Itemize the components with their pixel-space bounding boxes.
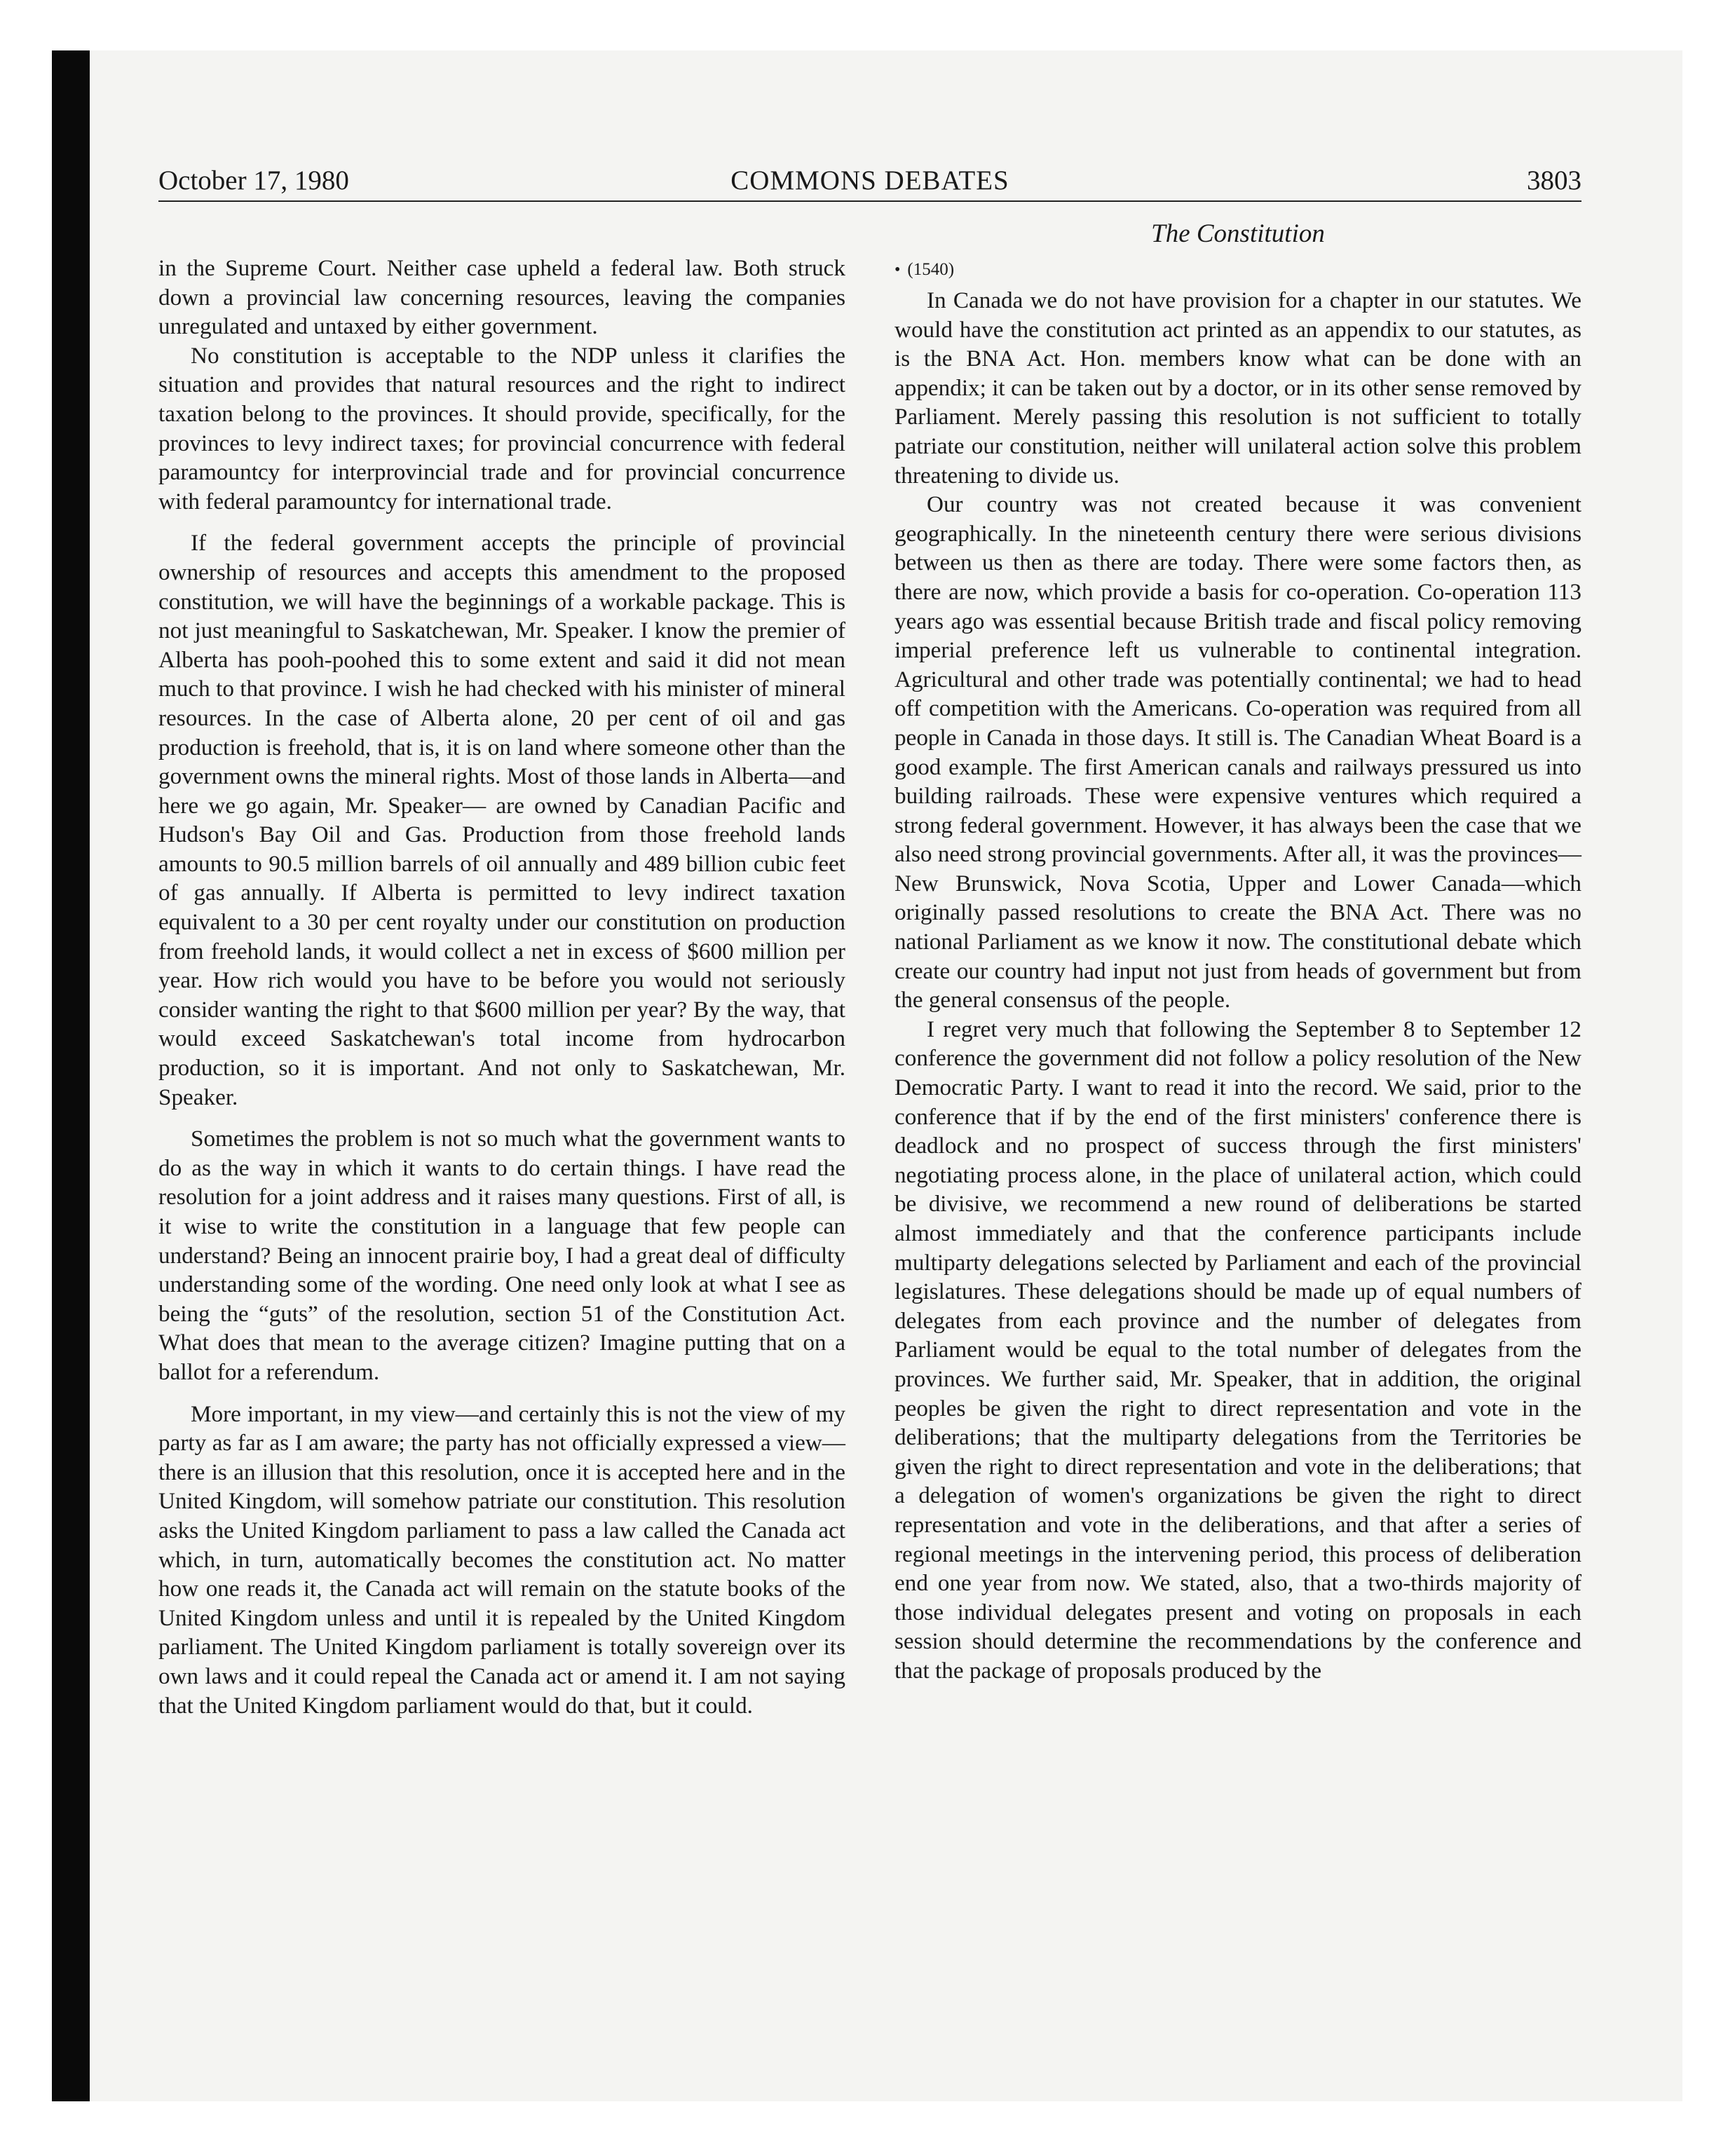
- paragraph: I regret very much that following the September 8 to September 12 conference the government did not follow a policy resolution of the New Democratic Party. I want to read it into the record. We said, prior to the conference that if by the end of the first ministers' conference there is deadlock and no prospect of success through the first ministers' negotiating process alone, in the place of unilateral action, which could be divisive, we recommend a new round of deliberations be started almost immediately and that the conference participants include multiparty delegations selected by Parliament and each of the provincial legislatures. These delegations should be made up of equal numbers of delegates from each province and the number of delegates from Parliament would be equal to the total number of delegates from the provinces. We further said, Mr. Speaker, that in addition, the original peoples be given the right to direct representation and vote in the deliberations; that the multiparty delegations from the Territories be given the right to direct representation and vote in the deliberations; that a delegation of women's organizations be given the right to direct representation and vote in the deliberations, and that after a series of regional meetings in the intervening period, this process of deliberation end one year from now. We stated, also, that a two-thirds majority of those individual delegates present and voting on proposals in each session should determine the recommendations by the conference and that the package of proposals produced by the: [894, 1016, 1581, 1684]
- left-column: [158, 254, 845, 1720]
- paragraph: More important, in my view—and certainly this is not the view of my party as far as I am aware; the party has not officially expressed a view—there is an illusion that this resolution, once it is accepted here and in the United Kingdom, will somehow patriate our constitution. This resolution asks the United Kingdom parliament to pass a law called the Canada act which, in turn, automatically becomes the constitution act. No matter how one reads it, the Canada act will remain on the statute books of the United Kingdom unless and until it is repealed by the United Kingdom parliament. The United Kingdom parliament is totally sovereign over its own laws and it could repeal the Canada act or amend it. I am not saying that the United Kingdom parliament would do that, but it could.: [158, 1400, 845, 1719]
- header-publication: COMMONS DEBATES: [730, 165, 1009, 196]
- paragraph: In Canada we do not have provision for a chapter in our statutes. We would have the constitution act printed as an appendix to our statutes, as is the BNA Act. Hon. members know what can be done with an appendix; it can be taken out by a doctor, or in its other sense removed by Parliament. Merely passing this resolution is not sufficient to totally patriate our constitution, neither will unilateral action solve this problem threatening to divide us.: [894, 287, 1581, 489]
- scan-edge-shadow: [52, 50, 90, 2101]
- paragraph: Our country was not created because it was convenient geographically. In the nineteenth century there were serious divisions between us then as there are today. There were some factors then, as there are now, which provide a basis for co-operation. Co-operation 113 years ago was essential because British trade and fiscal policy removing imperial preference left us vulnerable to continental integration. Agricultural and other trade was potentially continental; we had to head off competition with the Americans. Co-operation was required from all people in Canada in those days. It still is. The Canadian Wheat Board is a good example. The first American canals and railways pressured us into building railroads. These were expensive ventures which required a strong federal government. However, it has always been the case that we also need strong provincial governments. After all, it was the provinces—New Brunswick, Nova Scotia, Upper and Lower Canada—which originally passed resolutions to create the BNA Act. There was no national Parliament as we know it now. The constitutional debate which create our country had input not just from heads of government but from the general consensus of the people.: [894, 491, 1581, 1014]
- running-header: [158, 161, 1581, 200]
- subject-heading: The Constitution: [1151, 219, 1325, 248]
- time-marker-label: (1540): [907, 260, 955, 279]
- paragraph: in the Supreme Court. Neither case upheld a federal law. Both struck down a provincial law concerning resources, leaving the companies unregulated and untaxed by either government.: [158, 255, 845, 340]
- paragraph: Sometimes the problem is not so much what the government wants to do as the way in which it wants to do certain things. I have read the resolution for a joint address and it raises many questions. First of all, is it wise to write the constitution in a language that few people can understand? Being an innocent prairie boy, I had a great deal of difficulty understanding some of the wording. One need only look at what I see as being the “guts” of the resolution, section 51 of the Constitution Act. What does that mean to the average citizen? Imagine putting that on a ballot for a referendum.: [158, 1126, 845, 1385]
- header-page-number: 3803: [1527, 165, 1581, 196]
- time-marker: [894, 254, 954, 285]
- paragraph: No constitution is acceptable to the NDP unless it clarifies the situation and provides that natural resources and the right to indirect taxation belong to the provinces. It should provide, specifically, for the provinces to levy indirect taxes; for provincial concurrence with federal paramountcy for interprovincial trade and for provincial concurrence with federal paramountcy for international trade.: [158, 342, 845, 514]
- right-column: [894, 286, 1581, 1686]
- header-date: October 17, 1980: [158, 165, 349, 196]
- paragraph: If the federal government accepts the principle of provincial ownership of resources and accepts this amendment to the proposed constitution, we will have the beginnings of a workable package. This is not just meaningful to Saskatchewan, Mr. Speaker. I know the premier of Alberta has pooh-poohed this to some extent and said it did not mean much to that province. I wish he had checked with his minister of mineral resources. In the case of Alberta alone, 20 per cent of oil and gas production is freehold, that is, it is on land where someone other than the government owns the mineral rights. Most of those lands in Alberta—and here we go again, Mr. Speaker— are owned by Canadian Pacific and Hudson's Bay Oil and Gas. Production from those freehold lands amounts to 90.5 million barrels of oil annually and 489 billion cubic feet of gas annually. If Alberta is permitted to levy indirect taxation equivalent to a 30 per cent royalty under our constitution on production from freehold lands, it would collect a net in excess of $600 million per year. How rich would you have to be before you would not seriously consider wanting the right to that $600 million per year? By the way, that would exceed Saskatchewan's total income from hydrocarbon production, so it is important. And not only to Saskatchewan, Mr. Speaker.: [158, 530, 845, 1110]
- header-rule: [158, 200, 1581, 202]
- bullet-icon: •: [894, 261, 901, 279]
